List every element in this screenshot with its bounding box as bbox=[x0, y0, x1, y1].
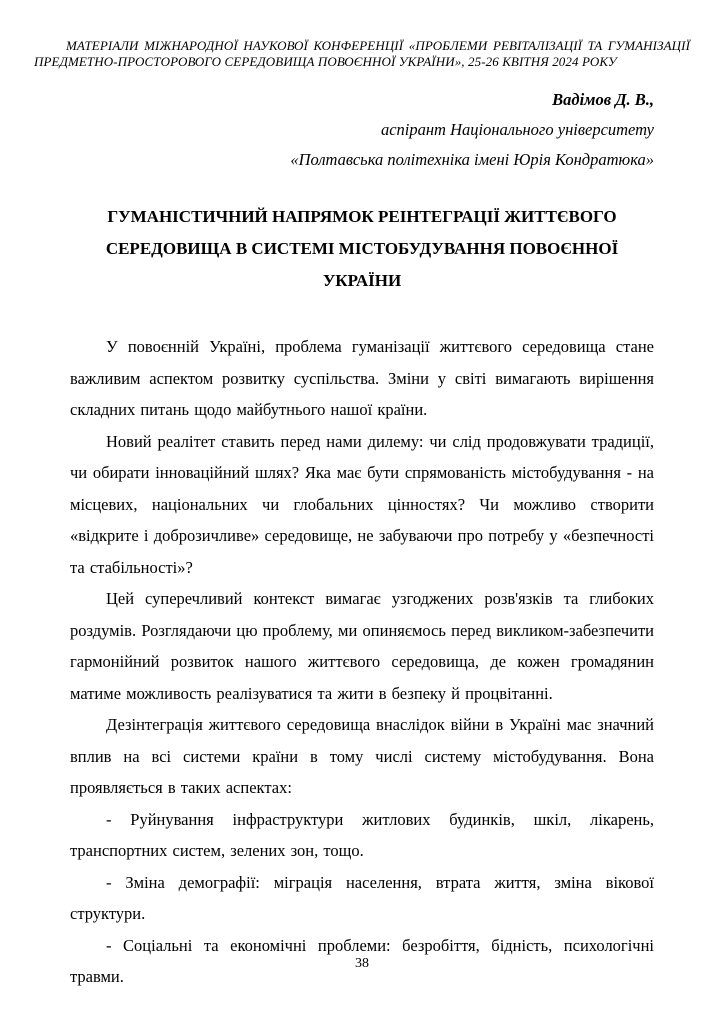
byline-block bbox=[70, 85, 654, 175]
list-item-paragraph: - Зміна демографії: міграція населення, втрата життя, зміна вікової структури. bbox=[70, 872, 654, 923]
paragraph: У повоєнній Україні, проблема гуманізації життєвого середовища стане важливим аспектом розвитку суспільства. Зміни у світі вимагають вирішення складних питань щодо майбутнього нашої країни. bbox=[70, 337, 654, 419]
paragraph: Дезінтеграція життєвого середовища внаслідок війни в Україні має значний вплив на всі системи країни в тому числі систему містобудування. Вона проявляється в таких аспектах: bbox=[70, 715, 654, 797]
conference-header: МАТЕРІАЛИ МІЖНАРОДНОЇ НАУКОВОЇ КОНФЕРЕНЦІЇ «ПРОБЛЕМИ РЕВІТАЛІЗАЦІЇ ТА ГУМАНІЗАЦІЇ ПРЕДМЕТНО-ПРОСТОРОВОГО СЕРЕДОВИЩА ПОВОЄННОЇ УКРАЇНИ», 25-26 КВІТНЯ 2024 РОКУ bbox=[34, 38, 690, 69]
author-affiliation-line1: аспірант Національного університету bbox=[380, 120, 654, 139]
paper-title: ГУМАНІСТИЧНИЙ НАПРЯМОК РЕІНТЕГРАЦІЇ ЖИТТЄВОГО СЕРЕДОВИЩА В СИСТЕМІ МІСТОБУДУВАННЯ ПОВОЄННОЇ УКРАЇНИ bbox=[105, 207, 619, 290]
list-item-paragraph: - Соціальні та економічні проблеми: безробіття, бідність, психологічні травми. bbox=[70, 935, 654, 986]
body-text bbox=[70, 331, 654, 993]
author-name: Вадімов Д. В., bbox=[552, 90, 654, 109]
paragraph: Новий реалітет ставить перед нами дилему: чи слід продовжувати традиції, чи обирати інноваційний шлях? Яка має бути спрямованість містобудування - на місцевих, національних чи глобальних цінностях? Чи можливо створити «відкрите і доброзичливе» середовище, не забуваючи про потребу у «безпечності та стабільності»? bbox=[70, 431, 654, 577]
author-affiliation-line2: «Полтавська політехніка імені Юрія Кондратюка» bbox=[290, 150, 654, 169]
paragraph: Цей суперечливий контекст вимагає узгоджених розв'язків та глибоких роздумів. Розглядаючи цю проблему, ми опиняємось перед викликом-забезпечити гармонійний розвиток нашого життєвого середовища, де кожен громадянин матиме можливость реалізуватися та жити в безпеку й процвітанні. bbox=[70, 589, 654, 703]
page-number: 38 bbox=[355, 956, 369, 971]
list-item-paragraph: - Руйнування інфраструктури житлових будинків, шкіл, лікарень, транспортних систем, зелених зон, тощо. bbox=[70, 809, 654, 860]
